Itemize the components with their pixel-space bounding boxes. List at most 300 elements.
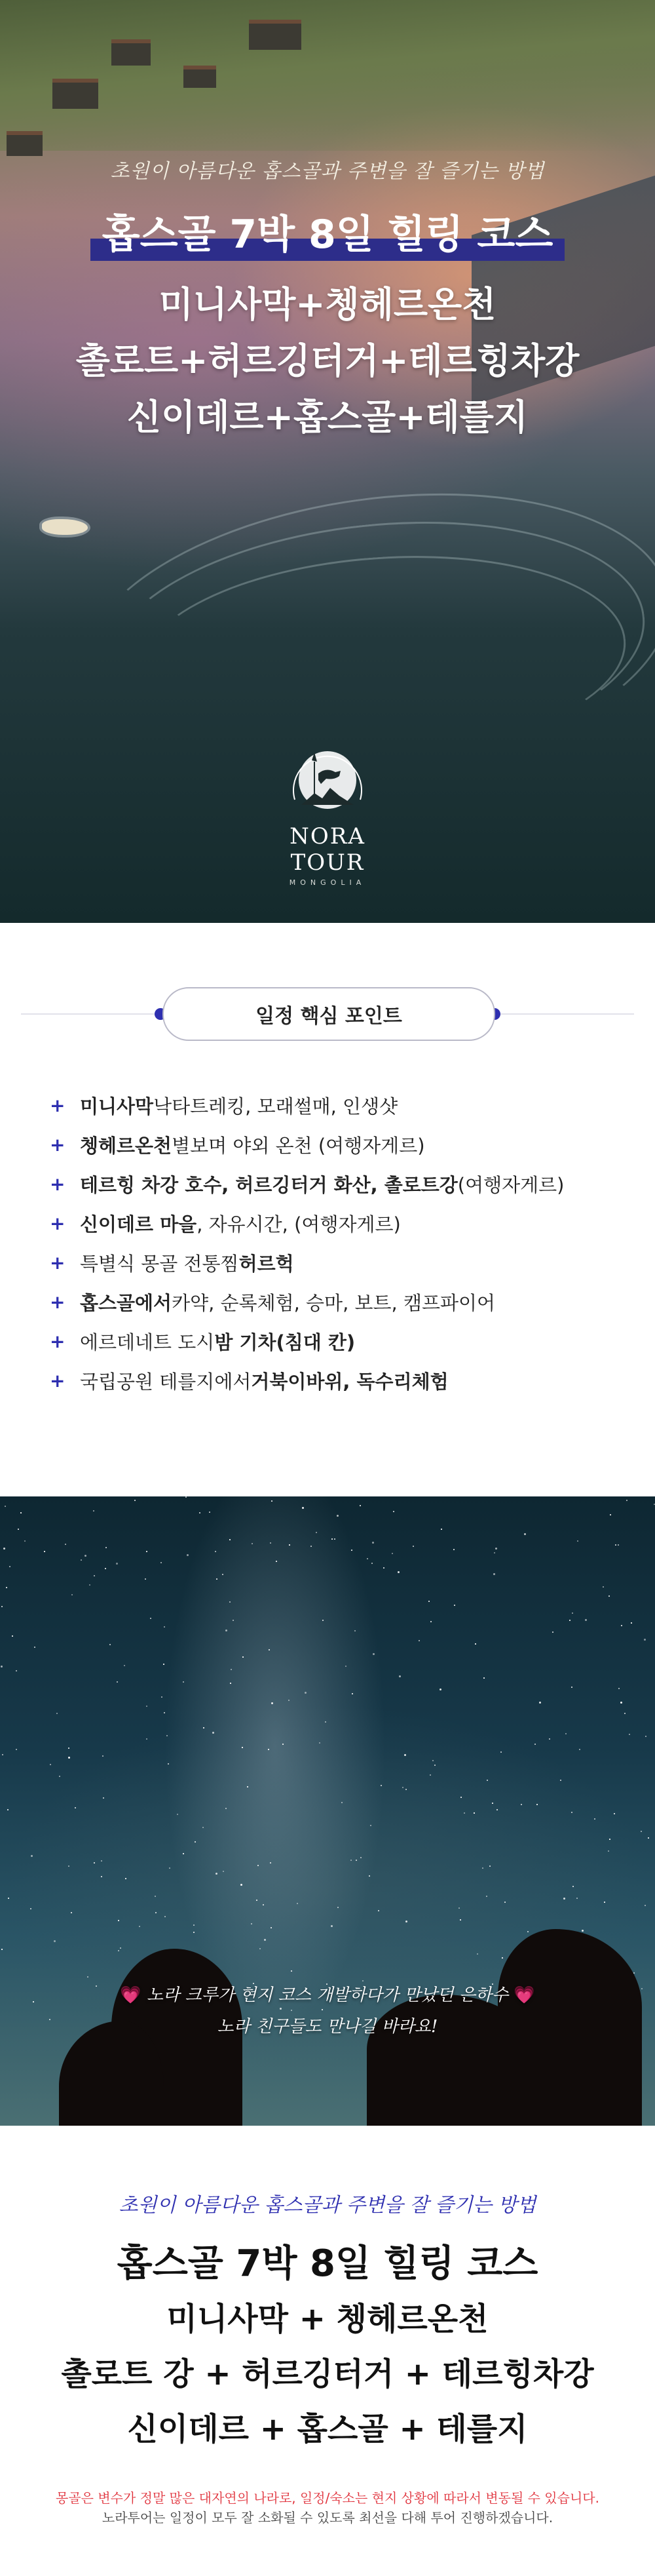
star [430, 1774, 431, 1776]
star [93, 1510, 94, 1512]
star [102, 1755, 103, 1757]
item-text: 특별식 몽골 전통찜 [80, 1252, 239, 1275]
star [594, 1818, 595, 1820]
logo-subtitle: MONGOLIA [289, 878, 366, 887]
star [270, 1542, 271, 1544]
star [495, 1548, 497, 1550]
star [458, 1907, 460, 1909]
star [352, 1693, 353, 1694]
star [356, 1860, 357, 1861]
key-points-list [50, 1085, 626, 1400]
star [571, 1812, 572, 1813]
star [34, 1647, 35, 1648]
star [87, 1976, 88, 1978]
star [251, 1923, 252, 1924]
item-bold: 미니사막 [80, 1095, 154, 1118]
section-heading: 일정 핵심 포인트 [162, 987, 495, 1041]
star [164, 1712, 165, 1713]
star [331, 1538, 333, 1540]
plus-icon: + [50, 1291, 66, 1313]
star [310, 1546, 312, 1547]
star [631, 1622, 632, 1624]
star [160, 1562, 162, 1563]
star [225, 1808, 227, 1809]
star [432, 1760, 434, 1761]
star [419, 1640, 420, 1641]
star [1, 1606, 3, 1607]
star [618, 1544, 619, 1546]
star [150, 1618, 151, 1619]
star [577, 1540, 578, 1542]
item-text: (여행자게르) [457, 1173, 565, 1196]
star [482, 1867, 483, 1869]
star [1, 1666, 3, 1668]
star [187, 1554, 189, 1556]
star [168, 1763, 169, 1765]
star [560, 1780, 561, 1781]
hero-route-line: 촐로트+허르깅터거+테르힝차강 [75, 340, 580, 381]
star [212, 1732, 214, 1734]
star [203, 1727, 204, 1728]
star [231, 1669, 232, 1670]
star [1, 1949, 3, 1950]
summary-route-line: 신이데르 + 홉스골 + 테를지 [127, 2411, 528, 2448]
star [398, 1571, 400, 1573]
star [155, 1896, 156, 1897]
star [242, 1747, 243, 1748]
star [331, 1925, 333, 1927]
star [371, 1563, 373, 1564]
star [209, 1512, 210, 1513]
star [71, 1594, 73, 1595]
star [5, 1506, 6, 1507]
star [500, 1751, 502, 1753]
star [16, 1670, 17, 1671]
plus-icon: + [50, 1173, 66, 1195]
star [614, 1813, 615, 1814]
star [120, 1947, 121, 1949]
list-item [50, 1125, 626, 1164]
star [402, 1787, 403, 1788]
star [94, 1862, 95, 1864]
star [222, 1574, 223, 1575]
star [413, 1546, 414, 1547]
star [7, 1809, 9, 1810]
star [648, 1837, 649, 1839]
star [247, 1786, 248, 1787]
heart-icon: 💗 [120, 1985, 141, 2005]
list-item [50, 1164, 626, 1203]
star [68, 1865, 69, 1867]
star [302, 1507, 304, 1509]
star [271, 1702, 273, 1704]
star [199, 1512, 200, 1513]
star [453, 1549, 455, 1550]
star [486, 1896, 487, 1897]
star [536, 1804, 538, 1805]
star [30, 1908, 31, 1909]
item-bold: 거북이바위, 독수리체험 [251, 1370, 449, 1393]
item-bold: 허르헉 [238, 1252, 294, 1275]
star [603, 1586, 604, 1588]
star [291, 1970, 292, 1972]
nora-tour-logo [269, 747, 386, 887]
star [618, 1688, 620, 1689]
star [18, 1529, 19, 1530]
star [270, 1862, 271, 1864]
star [383, 1567, 384, 1569]
star [337, 1907, 339, 1908]
item-text: 국립공원 테를지에서 [80, 1370, 252, 1393]
milky-way-section [0, 1496, 655, 2126]
star [494, 1552, 495, 1553]
star [105, 1547, 107, 1548]
star [164, 1916, 166, 1917]
star [31, 1855, 33, 1857]
hero-route-line: 미니사막+쳉헤르온천 [159, 284, 496, 325]
summary-subtitle: 초원이 아름다운 홉스골과 주변을 잘 즐기는 방법 [119, 2194, 536, 2217]
star [489, 1865, 491, 1867]
star [3, 1548, 5, 1550]
star [487, 1780, 488, 1781]
star [549, 1738, 550, 1740]
star [229, 1601, 231, 1603]
star [608, 1595, 610, 1597]
star [225, 1630, 227, 1631]
star [629, 1734, 630, 1735]
star [163, 1664, 164, 1665]
star [608, 1850, 609, 1852]
star [464, 1812, 465, 1814]
star [169, 1867, 170, 1869]
star [215, 1873, 217, 1875]
star [145, 1578, 146, 1580]
star [496, 1809, 498, 1810]
logo-name: NORA TOUR [290, 823, 365, 876]
star [216, 1578, 217, 1580]
hero-title: 홉스골 7박 8일 힐링 코스 [90, 201, 565, 266]
star [155, 1912, 157, 1913]
star [271, 1927, 272, 1928]
star [259, 1948, 261, 1949]
star [146, 1551, 147, 1552]
star [288, 1700, 290, 1701]
star [59, 1776, 60, 1777]
heart-icon: 💗 [514, 1985, 535, 2005]
star [183, 1853, 184, 1854]
star [242, 1656, 244, 1658]
star [360, 1505, 361, 1506]
night-caption-line2: 노라 친구들도 만나길 바라요! [217, 2017, 438, 2037]
star [440, 1688, 441, 1690]
plus-icon: + [50, 1094, 66, 1116]
star [654, 1504, 655, 1505]
star [139, 1926, 140, 1927]
star [84, 1555, 86, 1557]
star [392, 1553, 393, 1554]
list-item [50, 1243, 626, 1282]
star [367, 1558, 368, 1559]
star [75, 1807, 76, 1808]
night-caption-text: 노라 크루가 현지 코스 개발하다가 만났던 은하수 [147, 1985, 508, 2005]
item-text: , 자유시간, (여행자게르) [196, 1213, 401, 1236]
item-text: 별보며 야외 온천 (여행자게르) [172, 1134, 425, 1157]
star [378, 1910, 379, 1911]
star [454, 1605, 455, 1606]
star [2, 1754, 3, 1755]
star [146, 1706, 147, 1707]
star [94, 1575, 95, 1576]
star [624, 1713, 626, 1714]
star [585, 1619, 587, 1621]
star [405, 1789, 407, 1790]
star [118, 1920, 119, 1921]
star [20, 1512, 22, 1513]
hero-shore [0, 0, 655, 151]
star [552, 1631, 553, 1633]
star [229, 1539, 231, 1540]
hero-route-line: 신이데르+홉스골+테를지 [126, 397, 529, 438]
star [460, 1919, 461, 1921]
star [319, 1742, 320, 1744]
star [89, 1584, 90, 1586]
star [289, 1544, 290, 1546]
star [9, 1566, 10, 1567]
item-bold: 밤 기차(침대 칸) [214, 1331, 356, 1354]
star [164, 1626, 165, 1628]
star [621, 1625, 622, 1626]
star [369, 1875, 370, 1877]
summary-title: 홉스골 7박 8일 힐링 코스 [117, 2242, 538, 2285]
star [474, 1812, 475, 1814]
star [563, 1898, 565, 1900]
star [271, 1500, 272, 1502]
star [252, 1543, 253, 1544]
star [475, 1643, 476, 1645]
summary-section [0, 2126, 655, 2576]
list-item [50, 1321, 626, 1361]
star [572, 1612, 573, 1614]
star [524, 1533, 526, 1535]
star [305, 1692, 307, 1694]
star [68, 1757, 70, 1759]
hero-house [183, 66, 216, 88]
hero-house [111, 39, 151, 66]
hero-house [7, 131, 43, 156]
star [393, 1511, 394, 1512]
star [354, 1630, 356, 1631]
star [263, 1904, 264, 1905]
item-bold: 신이데르 마을 [80, 1213, 197, 1236]
star [230, 1683, 231, 1684]
star [404, 1754, 406, 1756]
star [381, 1785, 382, 1786]
star [297, 1903, 298, 1904]
star [527, 1931, 529, 1932]
star [604, 1902, 605, 1903]
star [521, 1804, 522, 1805]
star [360, 1857, 362, 1858]
star [282, 1744, 284, 1745]
star [428, 1601, 430, 1602]
star [183, 1681, 184, 1683]
star [609, 1839, 610, 1840]
star [118, 1950, 119, 1951]
star [316, 1532, 317, 1533]
item-text: 카약, 순록체험, 승마, 보트, 캠프파이어 [172, 1291, 496, 1314]
star [24, 1540, 26, 1542]
star [645, 1905, 646, 1906]
star [620, 1702, 622, 1704]
star [372, 1542, 374, 1544]
star [405, 1921, 407, 1922]
list-item [50, 1361, 626, 1400]
summary-route-line: 촐로트 강 + 허르깅터거 + 테르힝차강 [61, 2356, 594, 2392]
night-caption-line1 [0, 1981, 655, 2006]
star [269, 1649, 270, 1650]
notice-info: 노라투어는 일정이 모두 잘 소화될 수 있도록 최선을 다해 투어 진행하겠습니다. [102, 2510, 553, 2526]
star [615, 1544, 616, 1546]
star [493, 1573, 495, 1575]
star [56, 1713, 58, 1714]
star [124, 1665, 125, 1666]
plus-icon: + [50, 1330, 66, 1352]
star [350, 1860, 352, 1861]
star [341, 1802, 343, 1803]
star [166, 1735, 168, 1736]
star [202, 1827, 204, 1828]
star [483, 1677, 485, 1679]
star [44, 1551, 45, 1552]
star [565, 1733, 567, 1734]
star [502, 1957, 503, 1959]
star [571, 1687, 572, 1688]
star [195, 1841, 196, 1843]
star [572, 1886, 574, 1887]
star [539, 1702, 541, 1704]
plus-icon: + [50, 1251, 66, 1274]
star [233, 1620, 234, 1621]
star [117, 1681, 118, 1683]
hero-section [0, 0, 655, 923]
star [103, 1797, 104, 1799]
star [460, 1797, 462, 1798]
key-points-section [0, 923, 655, 1496]
star [223, 1871, 224, 1872]
star [240, 1884, 242, 1886]
star [645, 1736, 646, 1737]
star [322, 1620, 324, 1621]
star [12, 1635, 13, 1637]
star [337, 1515, 339, 1517]
hero-subtitle: 초원이 아름다운 홉스골과 주변을 잘 즐기는 방법 [110, 160, 545, 183]
star [477, 1953, 478, 1955]
list-item [50, 1282, 626, 1321]
star [280, 2008, 282, 2010]
star [268, 1749, 269, 1750]
notice-warning: 몽골은 변수가 정말 많은 대자연의 나라로, 일정/숙소는 현지 상황에 따라서 변동될 수 있습니다. [56, 2490, 599, 2506]
plus-icon: + [50, 1133, 66, 1156]
summary-route-line: 미니사막 + 쳉헤르온천 [166, 2301, 489, 2337]
item-text: 에르데네트 도시 [80, 1331, 215, 1354]
star [579, 1749, 580, 1750]
star [430, 1621, 432, 1622]
star [345, 1666, 346, 1667]
star [161, 1696, 162, 1698]
star [291, 2010, 292, 2011]
star [105, 1568, 106, 1569]
star [125, 1878, 126, 1879]
star [576, 1898, 578, 1899]
hero-house [52, 79, 98, 109]
item-text: 낙타트레킹, 모래썰매, 인생샷 [153, 1095, 398, 1118]
star [399, 1675, 401, 1677]
star [146, 1738, 147, 1740]
plus-icon: + [50, 1212, 66, 1234]
star [193, 1924, 195, 1926]
star [68, 1747, 69, 1749]
star [116, 1563, 118, 1565]
star [610, 1514, 611, 1515]
star [441, 1529, 442, 1530]
star [370, 1825, 371, 1826]
star [276, 1561, 277, 1562]
item-bold: 홉스골에서 [80, 1291, 172, 1314]
item-bold: 쳉헤르온천 [80, 1134, 172, 1157]
star [373, 1653, 375, 1655]
star [6, 1587, 7, 1588]
star [50, 1764, 51, 1765]
star [644, 1639, 646, 1641]
star [134, 1500, 136, 1501]
list-item [50, 1203, 626, 1243]
star [351, 1550, 352, 1551]
star [8, 1898, 9, 1899]
star [325, 1721, 326, 1723]
star [101, 1860, 102, 1862]
star [177, 1814, 178, 1815]
star [582, 1930, 584, 1932]
plus-icon: + [50, 1369, 66, 1392]
star [109, 1644, 111, 1645]
star [322, 2009, 323, 2010]
logo-leopard-icon [288, 747, 367, 819]
star [71, 1912, 72, 1913]
star [65, 1544, 66, 1545]
star [264, 1939, 266, 1941]
star [569, 1620, 571, 1621]
star [504, 1902, 506, 1903]
star [193, 1932, 195, 1933]
hero-house [249, 20, 301, 50]
star [534, 1744, 536, 1745]
star [256, 1900, 257, 1901]
star [215, 1551, 216, 1552]
item-bold: 테르힝 차강 호수, 허르깅터거 화산, 촐로트강 [80, 1173, 458, 1196]
star [492, 1803, 493, 1804]
list-item [50, 1085, 626, 1125]
star [334, 1538, 335, 1540]
star [101, 1876, 102, 1877]
star [434, 1765, 436, 1766]
star [626, 1500, 627, 1501]
hero-title-wrap [0, 201, 655, 266]
star [54, 1940, 56, 1942]
star [641, 1831, 642, 1832]
star [185, 1496, 187, 1498]
star [257, 1865, 259, 1866]
boat [42, 519, 88, 535]
